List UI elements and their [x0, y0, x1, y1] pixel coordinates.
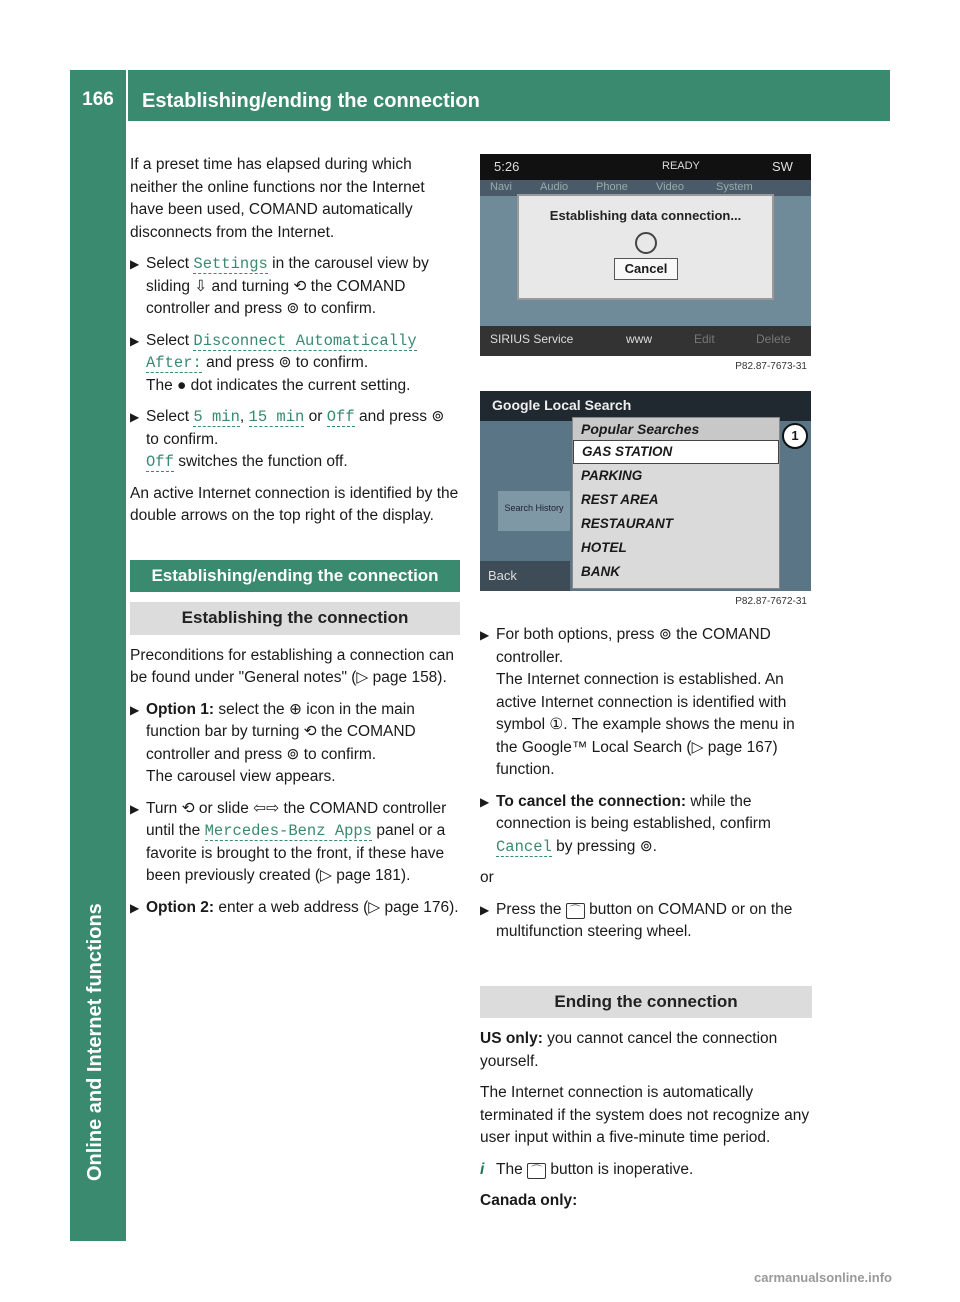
screenshot-connecting: 5:26 READY SW Navi Audio Phone Video System Establishing data connection... Cancel SIRIUS Service www Edit Delete P82.87-7673-31: [480, 154, 811, 377]
settings-code: Settings: [193, 255, 268, 273]
list-item[interactable]: RESTAURANT: [581, 516, 673, 531]
page-title: Establishing/ending the connection: [142, 90, 480, 112]
connection-dialog: Establishing data connection... Cancel: [517, 194, 774, 300]
step-select-time: ▶ Select 5 min, 15 min or Off and press ⊚ to confirm. Off switches the function off.: [130, 408, 445, 471]
apps-code: Mercedes-Benz Apps: [204, 822, 373, 840]
active-connection-text: An active Internet connection is identified by the double arrows on the top right of the display.: [130, 484, 459, 524]
list-item[interactable]: HOTEL: [581, 540, 627, 555]
step-select-settings: ▶ Select Settings in the carousel view by sliding ⇩ and turning ⟲ the COMAND controller and press ⊚ to confirm.: [130, 255, 429, 317]
step-press-button: ▶ Press the ⌒ button on COMAND or on the multifunction steering wheel.: [480, 900, 793, 940]
list-item[interactable]: BANK: [581, 564, 620, 579]
preconditions-text: Preconditions for establishing a connection can be found under "General notes" (▷ page 158).: [130, 646, 454, 686]
info-icon: i: [480, 1160, 485, 1178]
option-1: ▶ Option 1: select the ⊕ icon in the main function bar by turning ⟲ the COMAND controller and press ⊚ to confirm. The carousel view appears.: [130, 700, 416, 785]
chapter-sidebar: [70, 121, 126, 1241]
option-2: ▶ Option 2: enter a web address (▷ page 176).: [130, 898, 459, 916]
footer-watermark: carmanualsonline.info: [754, 1270, 892, 1285]
chapter-label: Online and Internet functions: [84, 903, 106, 1181]
step-disconnect: ▶ Select Disconnect Automatically After: and press ⊚ to confirm. The ● dot indicates the current setting.: [130, 331, 417, 394]
list-item[interactable]: PARKING: [581, 468, 643, 483]
auto-terminate-text: The Internet connection is automatically terminated if the system does not recognize any user input within a five-minute time period.: [480, 1084, 810, 1146]
intro-paragraph: If a preset time has elapsed during which neither the online functions nor the Internet have been used, COMAND automatically disconnects from the Internet.: [130, 156, 425, 241]
popular-searches-list: Popular Searches GAS STATION PARKING REST AREA RESTAURANT HOTEL BANK: [572, 417, 780, 589]
screenshot-google-search: Google Local Search Search History Popular Searches GAS STATION PARKING REST AREA RESTAURANT HOTEL BANK 1 Back P82.87-7672-31: [480, 391, 811, 612]
step-press-controller: ▶ For both options, press ⊚ the COMAND controller. The Internet connection is established. An active Internet connection is identified with symbol ①. The example shows the menu in the Google™ Local Search (▷ page 167) function.: [480, 626, 795, 778]
cancel-button[interactable]: Cancel: [614, 258, 678, 280]
back-button[interactable]: Back: [480, 561, 570, 591]
page-header: [70, 70, 890, 121]
hang-up-icon: ⌒: [527, 1163, 546, 1179]
subsection-heading-ending: Ending the connection: [480, 986, 812, 1019]
header-divider: [126, 70, 128, 121]
left-column: [130, 154, 460, 928]
disconnect-code: Disconnect Automatically After:: [146, 331, 417, 372]
section-heading: Establishing/ending the connection: [130, 560, 460, 593]
cancel-code: Cancel: [496, 837, 552, 856]
subsection-heading: Establishing the connection: [130, 602, 460, 635]
hang-up-icon: ⌒: [566, 903, 585, 919]
page-number: 166: [82, 89, 114, 110]
us-only-text: US only: you cannot cancel the connection yourself.: [480, 1030, 778, 1070]
step-turn: ▶ Turn ⟲ or slide ⇦⇨ the COMAND controller until the Mercedes-Benz Apps panel or a favorite is brought to the front, if these have been previously created (▷ page 181).: [130, 799, 447, 884]
list-item[interactable]: REST AREA: [581, 492, 659, 507]
right-column: [480, 624, 812, 1222]
info-note: i The ⌒ button is inoperative.: [480, 1159, 812, 1182]
canada-only-text: Canada only:: [480, 1192, 578, 1209]
marker-1: 1: [782, 423, 808, 449]
or-text: or: [480, 869, 494, 886]
step-cancel: ▶ To cancel the connection: while the connection is being established, confirm Cancel by pressing ⊚.: [480, 792, 771, 856]
list-item[interactable]: GAS STATION: [573, 440, 779, 464]
hourglass-icon: [635, 232, 657, 254]
